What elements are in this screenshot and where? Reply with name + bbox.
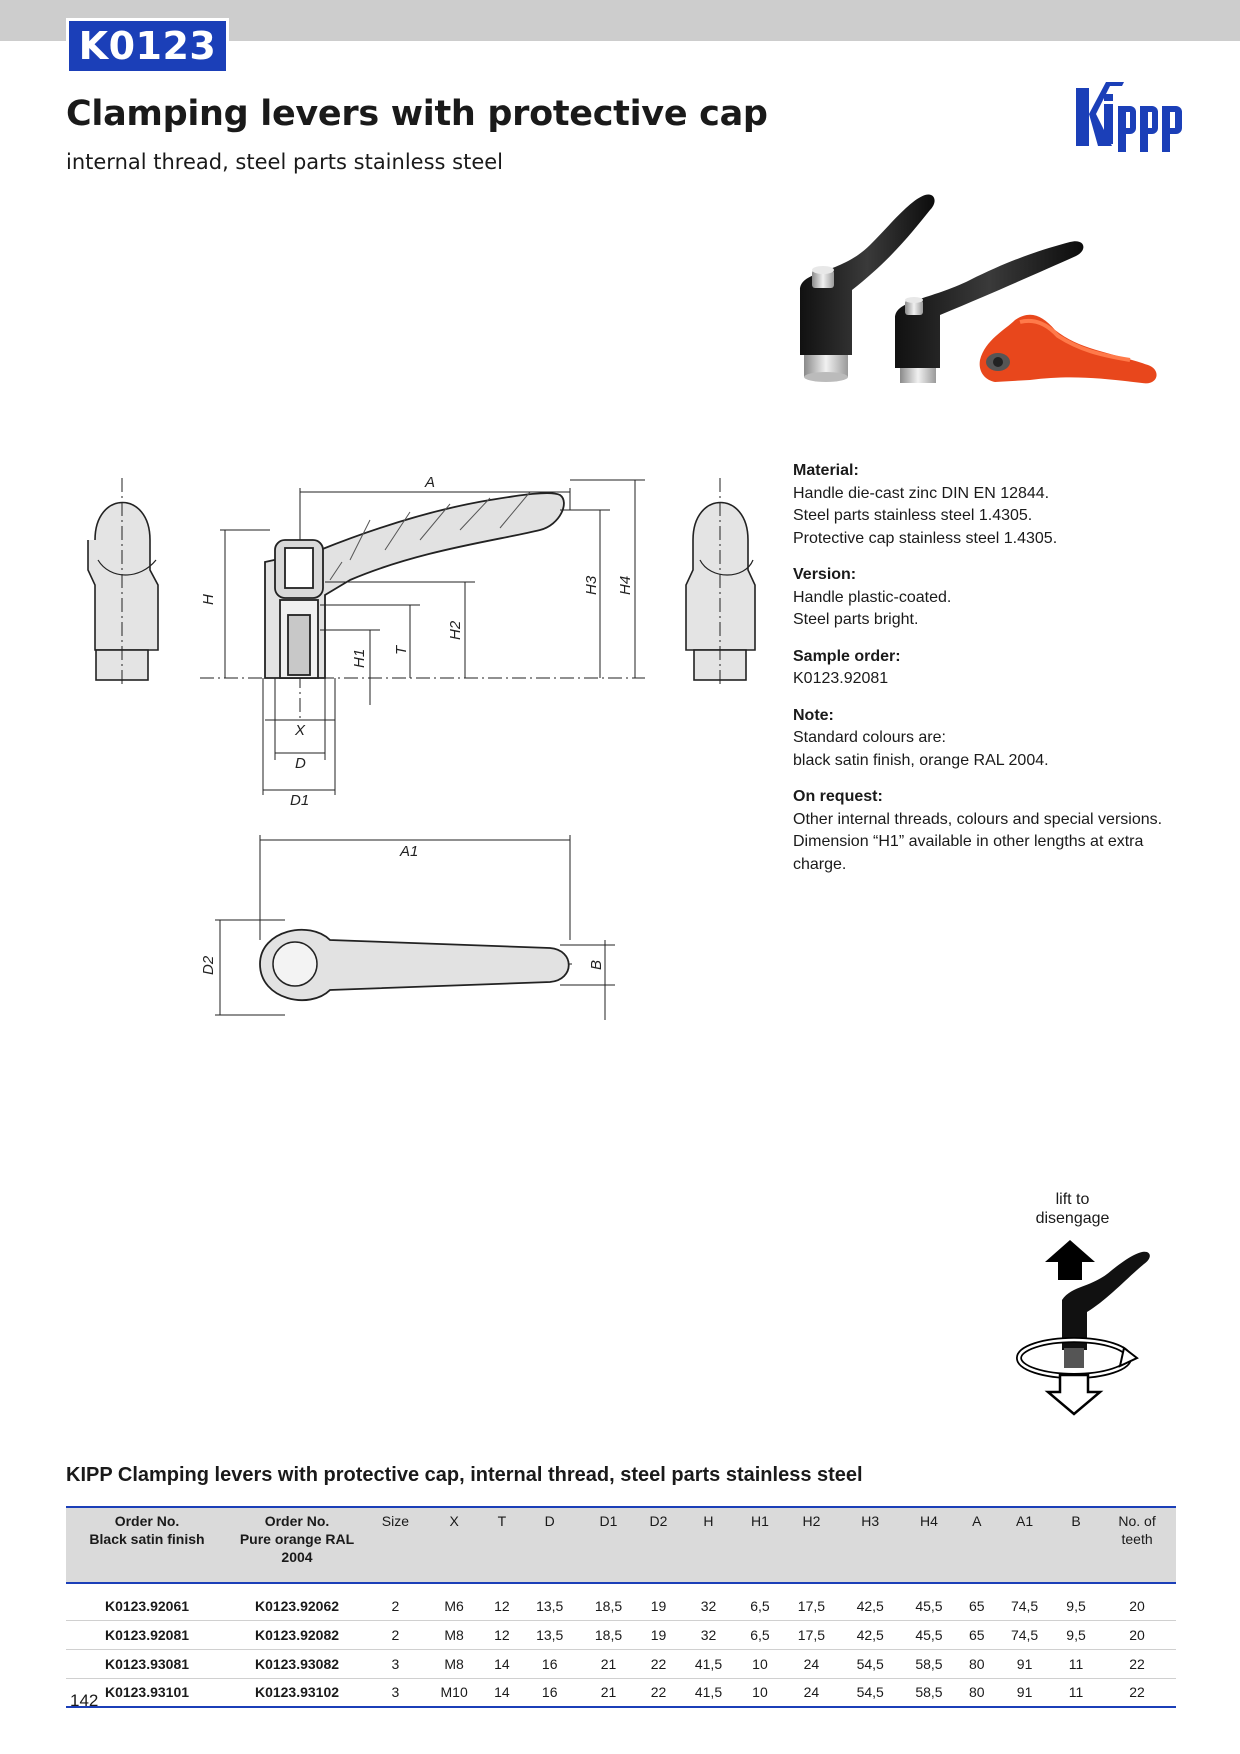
col-h4: H4	[920, 1513, 938, 1529]
spec-sample-order: Sample order: K0123.92081	[793, 647, 901, 687]
svg-text:A1: A1	[400, 843, 419, 860]
product-code-badge	[66, 18, 229, 74]
col-b: B	[1071, 1513, 1081, 1529]
page-number: 142	[70, 1691, 99, 1710]
spec-material: Material: Handle die-cast zinc DIN EN 12844. Steel parts stainless steel 1.4305. Protective cap stainless steel 1.4305.	[793, 462, 1058, 547]
col-order-orange: Order No. Pure orange RAL 2004	[239, 1513, 355, 1565]
spec-on-request: On request: Other internal threads, colours and special versions. Dimension “H1” available in other lengths at extra charge.	[793, 788, 1163, 873]
svg-text:B: B	[588, 959, 605, 970]
svg-text:T: T	[393, 645, 410, 655]
table-row: K0123.93101 K0123.93102 3 M10 14 16 21 22 41,5 10 24 54,5 58,5 80 91 11 22	[66, 1678, 1176, 1707]
svg-text:A: A	[425, 474, 436, 491]
svg-text:X: X	[295, 722, 306, 739]
technical-drawing	[70, 470, 760, 1030]
lift-label: lift to disengage	[1035, 1191, 1110, 1227]
col-d2: D2	[649, 1513, 668, 1529]
col-a: A	[972, 1513, 982, 1529]
col-d1: D1	[599, 1513, 618, 1529]
spec-version: Version: Handle plastic-coated. Steel parts bright.	[793, 566, 952, 628]
col-h: H	[703, 1513, 714, 1529]
svg-text:H2: H2	[447, 620, 464, 640]
svg-text:H: H	[200, 594, 217, 605]
svg-text:D2: D2	[200, 955, 217, 975]
col-t: T	[497, 1513, 507, 1529]
col-size: Size	[381, 1513, 409, 1529]
col-teeth: No. of teeth	[1118, 1513, 1156, 1547]
dimensions-table	[66, 1506, 1176, 1708]
col-h1: H1	[750, 1513, 769, 1529]
kipp-logo	[1074, 74, 1186, 162]
table-header-row	[66, 1507, 1176, 1583]
product-photo	[780, 190, 1170, 420]
col-x: X	[449, 1513, 459, 1529]
col-d: D	[544, 1513, 555, 1529]
col-a1: A1	[1016, 1513, 1034, 1529]
col-order-black: Order No. Black satin finish	[89, 1513, 205, 1547]
col-h2: H2	[802, 1513, 821, 1529]
svg-text:D: D	[295, 755, 306, 772]
svg-text:H3: H3	[583, 575, 600, 595]
col-h3: H3	[861, 1513, 880, 1529]
table-row: K0123.92061 K0123.92062 2 M6 12 13,5 18,5 19 32 6,5 17,5 42,5 45,5 65 74,5 9,5 20	[66, 1583, 1176, 1620]
table-row: K0123.92081 K0123.92082 2 M8 12 13,5 18,5 19 32 6,5 17,5 42,5 45,5 65 74,5 9,5 20	[66, 1620, 1176, 1649]
svg-text:D1: D1	[290, 792, 310, 809]
table-row: K0123.93081 K0123.93082 3 M8 14 16 21 22 41,5 10 24 54,5 58,5 80 91 11 22	[66, 1649, 1176, 1678]
table-title: KIPP Clamping levers with protective cap, internal thread, steel parts stainless steel	[66, 1464, 863, 1486]
page-subtitle: internal thread, steel parts stainless steel	[66, 150, 503, 174]
page-title: Clamping levers with protective cap	[66, 94, 768, 134]
svg-text:H4: H4	[617, 575, 634, 595]
lift-disengage-icon	[1012, 1240, 1172, 1420]
product-code: K0123	[69, 21, 226, 71]
spec-note: Note: Standard colours are: black satin finish, orange RAL 2004.	[793, 706, 1049, 769]
svg-text:H1: H1	[351, 648, 368, 668]
specifications	[793, 460, 1173, 890]
